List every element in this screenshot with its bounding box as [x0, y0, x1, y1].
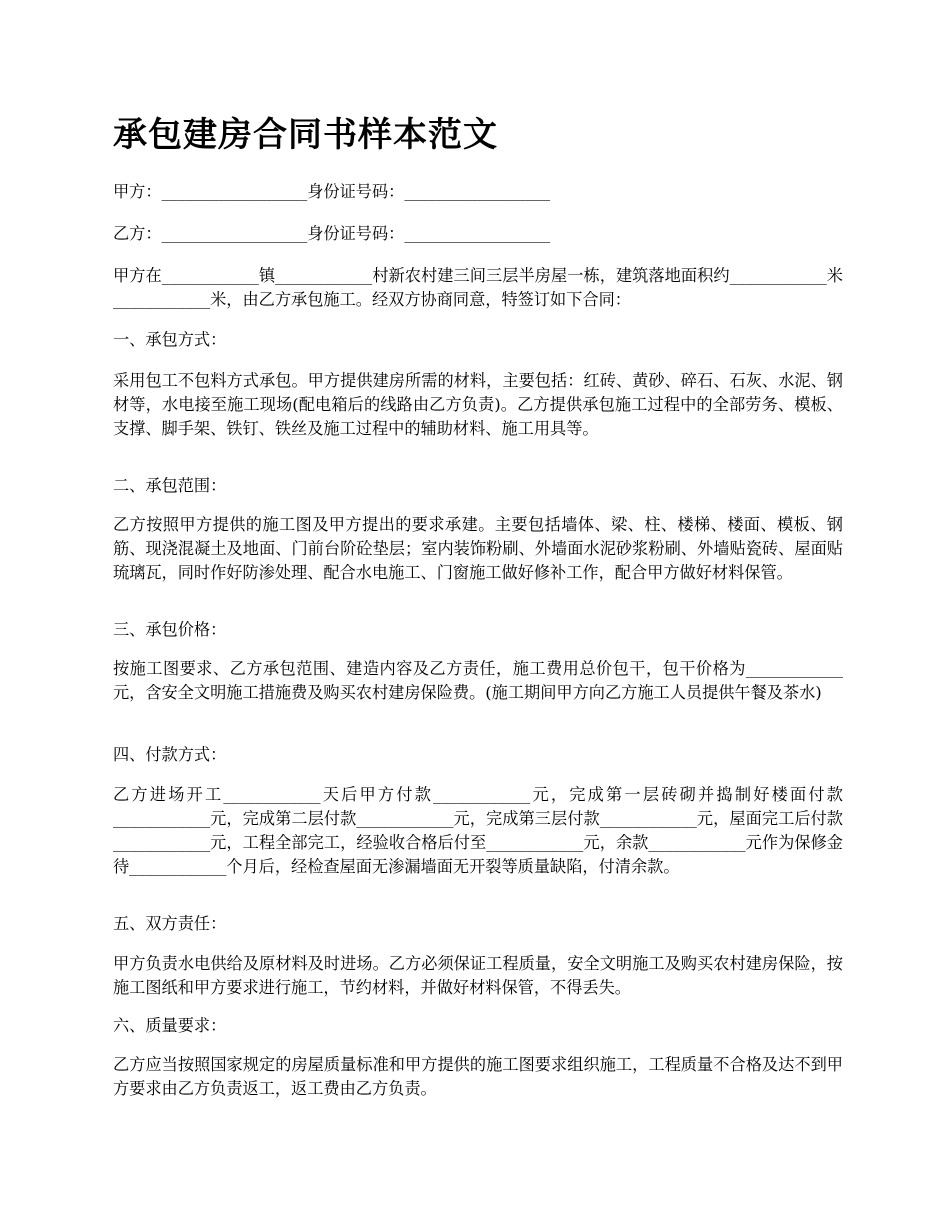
section-heading-5: 五、双方责任： — [113, 914, 227, 933]
section-heading-2: 二、承包范围： — [113, 476, 227, 495]
section-heading-4: 四、付款方式： — [113, 745, 227, 764]
section-heading-6: 六、质量要求： — [113, 1016, 227, 1035]
section-body-6: 乙方应当按照国家规定的房屋质量标准和甲方提供的施工图要求组织施工，工程质量不合格及达不到甲方要求由乙方负责返工，返工费由乙方负责。 — [113, 1055, 843, 1098]
section-body-5: 甲方负责水电供给及原材料及时进场。乙方必须保证工程质量，安全文明施工及购买农村建房保险，按施工图纸和甲方要求进行施工，节约材料，并做好材料保管，不得丢失。 — [113, 954, 843, 997]
section-body-1: 采用包工不包料方式承包。甲方提供建房所需的材料，主要包括：红砖、黄砂、碎石、石灰、水泥、钢材等，水电接至施工现场(配电箱后的线路由乙方负责)。乙方提供承包施工过程中的全部劳务、模板、支撑、脚手架、铁钉、铁丝及施工过程中的辅助材料、施工用具等。 — [113, 371, 843, 438]
intro-paragraph: 甲方在____________镇____________村新农村建三间三层半房屋一栋，建筑落地面积约____________米____________米，由乙方承包施工。经双方协商同意，特签订如下合同： — [113, 266, 843, 309]
document-title: 承包建房合同书样本范文 — [113, 115, 498, 155]
section-body-2: 乙方按照甲方提供的施工图及甲方提出的要求承建。主要包括墙体、梁、柱、楼梯、楼面、模板、钢筋、现浇混凝土及地面、门前台阶砼垫层；室内装饰粉刷、外墙面水泥砂浆粉刷、外墙贴瓷砖、屋面贴琉璃瓦，同时作好防渗处理、配合水电施工、门窗施工做好修补工作，配合甲方做好材料保管。 — [113, 515, 843, 582]
section-body-3: 按施工图要求、乙方承包范围、建造内容及乙方责任，施工费用总价包干，包干价格为____________元，含安全文明施工措施费及购买农村建房保险费。(施工期间甲方向乙方施工人员提供午餐及茶水) — [113, 659, 843, 702]
section-heading-1: 一、承包方式： — [113, 330, 227, 349]
party-b-line: 乙方：__________________身份证号码：__________________ — [113, 224, 551, 243]
section-heading-3: 三、承包价格： — [113, 620, 227, 639]
section-body-4: 乙方进场开工____________天后甲方付款____________元，完成第一层砖砌并捣制好楼面付款____________元，完成第二层付款____________元，完成第三层付款____________元，屋面完工后付款____________元，工程全部完工，经验收合格后付至____________元，余款____________元作为保修金待____________个月后，经检查屋面无渗漏墙面无开裂等质量缺陷，付清余款。 — [113, 785, 843, 876]
party-a-line: 甲方：__________________身份证号码：__________________ — [113, 182, 551, 201]
